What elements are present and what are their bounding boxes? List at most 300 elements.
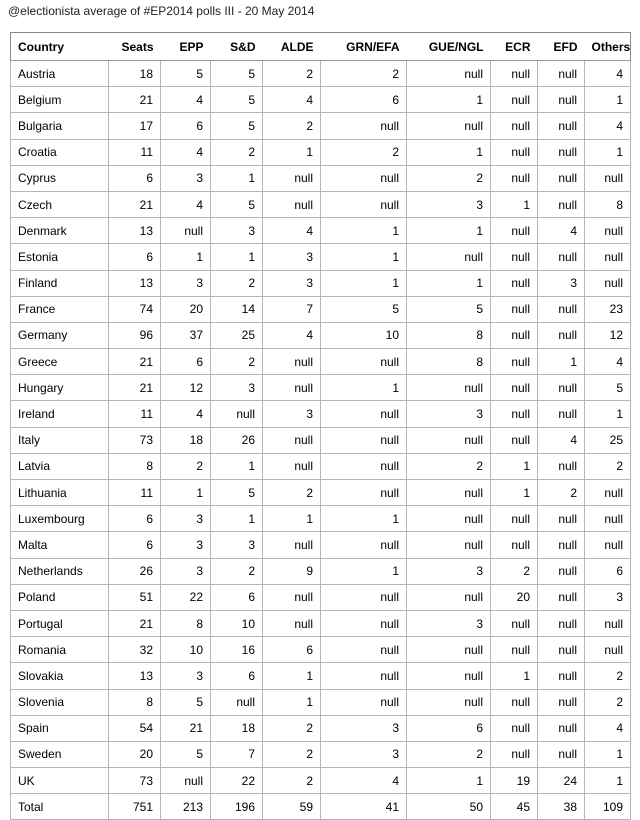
value-cell: null — [491, 375, 538, 401]
value-cell: 5 — [211, 61, 263, 87]
country-cell: Total — [11, 794, 109, 820]
table-row — [11, 375, 631, 401]
value-cell: 37 — [161, 322, 211, 348]
value-cell: null — [585, 165, 631, 191]
value-cell: 5 — [321, 296, 407, 322]
value-cell: 3 — [161, 506, 211, 532]
value-cell: 2 — [263, 113, 321, 139]
value-cell: 51 — [109, 584, 161, 610]
value-cell: 1 — [491, 191, 538, 217]
value-cell: 3 — [161, 270, 211, 296]
country-cell: Finland — [11, 270, 109, 296]
value-cell: 2 — [161, 453, 211, 479]
value-cell: 2 — [211, 270, 263, 296]
value-cell: 13 — [109, 218, 161, 244]
value-cell: 22 — [161, 584, 211, 610]
value-cell: 21 — [109, 349, 161, 375]
value-cell: null — [491, 87, 538, 113]
value-cell: null — [321, 453, 407, 479]
column-header: Country — [11, 33, 109, 61]
value-cell: 2 — [321, 139, 407, 165]
value-cell: null — [538, 401, 585, 427]
table-row — [11, 270, 631, 296]
value-cell: 10 — [321, 322, 407, 348]
value-cell: null — [538, 322, 585, 348]
value-cell: null — [585, 270, 631, 296]
value-cell: null — [321, 191, 407, 217]
value-cell: null — [321, 663, 407, 689]
table-row — [11, 139, 631, 165]
value-cell: null — [538, 191, 585, 217]
country-cell: France — [11, 296, 109, 322]
country-cell: Austria — [11, 61, 109, 87]
value-cell: null — [321, 427, 407, 453]
value-cell: 3 — [407, 610, 491, 636]
value-cell: 74 — [109, 296, 161, 322]
table-row — [11, 61, 631, 87]
value-cell: 6 — [211, 584, 263, 610]
value-cell: 1 — [407, 768, 491, 794]
table-row — [11, 322, 631, 348]
value-cell: 18 — [161, 427, 211, 453]
value-cell: 26 — [211, 427, 263, 453]
value-cell: 1 — [585, 87, 631, 113]
value-cell: 5 — [161, 61, 211, 87]
value-cell: null — [161, 768, 211, 794]
table-row — [11, 244, 631, 270]
value-cell: 4 — [538, 427, 585, 453]
value-cell: null — [585, 480, 631, 506]
value-cell: 6 — [109, 165, 161, 191]
value-cell: 6 — [211, 663, 263, 689]
value-cell: null — [491, 61, 538, 87]
value-cell: null — [491, 506, 538, 532]
value-cell: null — [585, 532, 631, 558]
value-cell: null — [491, 296, 538, 322]
value-cell: 20 — [109, 741, 161, 767]
value-cell: 4 — [538, 218, 585, 244]
value-cell: 2 — [211, 139, 263, 165]
value-cell: 1 — [538, 349, 585, 375]
table-row — [11, 87, 631, 113]
table-row — [11, 663, 631, 689]
value-cell: 2 — [491, 558, 538, 584]
value-cell: 2 — [407, 741, 491, 767]
table-row — [11, 558, 631, 584]
country-cell: UK — [11, 768, 109, 794]
country-cell: Poland — [11, 584, 109, 610]
value-cell: 1 — [321, 218, 407, 244]
country-cell: Germany — [11, 322, 109, 348]
value-cell: 11 — [109, 480, 161, 506]
country-cell: Cyprus — [11, 165, 109, 191]
value-cell: 25 — [211, 322, 263, 348]
value-cell: null — [263, 610, 321, 636]
value-cell: 751 — [109, 794, 161, 820]
table-row — [11, 768, 631, 794]
country-cell: Lithuania — [11, 480, 109, 506]
value-cell: 4 — [263, 322, 321, 348]
value-cell: null — [321, 689, 407, 715]
table-row — [11, 532, 631, 558]
value-cell: 1 — [585, 741, 631, 767]
value-cell: 3 — [407, 558, 491, 584]
value-cell: null — [491, 401, 538, 427]
value-cell: null — [538, 689, 585, 715]
value-cell: null — [538, 139, 585, 165]
table-row — [11, 113, 631, 139]
value-cell: null — [321, 401, 407, 427]
value-cell: 1 — [407, 270, 491, 296]
value-cell: null — [211, 401, 263, 427]
value-cell: null — [321, 532, 407, 558]
value-cell: 24 — [538, 768, 585, 794]
value-cell: null — [491, 244, 538, 270]
value-cell: null — [538, 165, 585, 191]
table-row — [11, 296, 631, 322]
value-cell: 8 — [407, 322, 491, 348]
value-cell: null — [211, 689, 263, 715]
value-cell: 1 — [321, 506, 407, 532]
value-cell: 2 — [585, 453, 631, 479]
value-cell: null — [491, 349, 538, 375]
value-cell: 13 — [109, 270, 161, 296]
value-cell: null — [491, 165, 538, 191]
value-cell: 8 — [161, 610, 211, 636]
value-cell: 21 — [109, 610, 161, 636]
table-body — [11, 61, 631, 820]
value-cell: null — [321, 584, 407, 610]
value-cell: null — [263, 375, 321, 401]
value-cell: 1 — [321, 270, 407, 296]
value-cell: 4 — [263, 87, 321, 113]
value-cell: 1 — [161, 480, 211, 506]
column-header: Seats — [109, 33, 161, 61]
value-cell: 1 — [321, 558, 407, 584]
value-cell: 2 — [263, 768, 321, 794]
value-cell: 2 — [211, 558, 263, 584]
value-cell: null — [407, 113, 491, 139]
value-cell: 32 — [109, 637, 161, 663]
value-cell: null — [407, 689, 491, 715]
value-cell: 22 — [211, 768, 263, 794]
value-cell: null — [491, 741, 538, 767]
value-cell: 2 — [407, 453, 491, 479]
country-cell: Portugal — [11, 610, 109, 636]
value-cell: 3 — [407, 401, 491, 427]
table-row — [11, 349, 631, 375]
value-cell: 1 — [263, 689, 321, 715]
value-cell: 3 — [321, 715, 407, 741]
value-cell: 6 — [109, 244, 161, 270]
value-cell: 3 — [161, 165, 211, 191]
country-cell: Ireland — [11, 401, 109, 427]
value-cell: null — [263, 165, 321, 191]
value-cell: 1 — [407, 218, 491, 244]
value-cell: null — [491, 218, 538, 244]
country-cell: Denmark — [11, 218, 109, 244]
value-cell: 45 — [491, 794, 538, 820]
value-cell: 6 — [585, 558, 631, 584]
country-cell: Romania — [11, 637, 109, 663]
table-row — [11, 218, 631, 244]
table-row — [11, 506, 631, 532]
table-row — [11, 165, 631, 191]
value-cell: null — [585, 218, 631, 244]
value-cell: 1 — [585, 139, 631, 165]
value-cell: 1 — [407, 87, 491, 113]
value-cell: null — [407, 480, 491, 506]
value-cell: 18 — [109, 61, 161, 87]
value-cell: null — [538, 375, 585, 401]
value-cell: 3 — [321, 741, 407, 767]
value-cell: 4 — [585, 113, 631, 139]
value-cell: 3 — [211, 375, 263, 401]
value-cell: 6 — [321, 87, 407, 113]
country-cell: Malta — [11, 532, 109, 558]
value-cell: 2 — [263, 61, 321, 87]
value-cell: 21 — [161, 715, 211, 741]
value-cell: 21 — [109, 191, 161, 217]
poll-table — [10, 32, 631, 820]
value-cell: 2 — [211, 349, 263, 375]
value-cell: 10 — [211, 610, 263, 636]
value-cell: 3 — [211, 532, 263, 558]
value-cell: 2 — [538, 480, 585, 506]
value-cell: 6 — [263, 637, 321, 663]
value-cell: 21 — [109, 375, 161, 401]
column-header: EFD — [538, 33, 585, 61]
value-cell: 5 — [161, 741, 211, 767]
value-cell: 2 — [263, 741, 321, 767]
country-cell: Netherlands — [11, 558, 109, 584]
country-cell: Sweden — [11, 741, 109, 767]
value-cell: 3 — [407, 191, 491, 217]
value-cell: 2 — [585, 689, 631, 715]
table-container — [10, 32, 630, 820]
value-cell: 1 — [491, 453, 538, 479]
column-header: ALDE — [263, 33, 321, 61]
total-row — [11, 794, 631, 820]
value-cell: 3 — [161, 532, 211, 558]
country-cell: Belgium — [11, 87, 109, 113]
value-cell: null — [407, 637, 491, 663]
table-row — [11, 401, 631, 427]
value-cell: 5 — [161, 689, 211, 715]
value-cell: null — [321, 165, 407, 191]
value-cell: null — [538, 506, 585, 532]
value-cell: null — [263, 584, 321, 610]
column-header: EPP — [161, 33, 211, 61]
value-cell: 19 — [491, 768, 538, 794]
value-cell: 2 — [585, 663, 631, 689]
table-row — [11, 689, 631, 715]
table-row — [11, 191, 631, 217]
value-cell: 6 — [407, 715, 491, 741]
value-cell: 4 — [161, 87, 211, 113]
value-cell: 3 — [211, 218, 263, 244]
value-cell: 1 — [211, 244, 263, 270]
value-cell: 8 — [109, 689, 161, 715]
value-cell: 109 — [585, 794, 631, 820]
column-header: ECR — [491, 33, 538, 61]
value-cell: 4 — [585, 349, 631, 375]
value-cell: 12 — [161, 375, 211, 401]
table-row — [11, 610, 631, 636]
value-cell: null — [538, 558, 585, 584]
value-cell: 5 — [211, 480, 263, 506]
table-row — [11, 427, 631, 453]
country-cell: Luxembourg — [11, 506, 109, 532]
value-cell: null — [161, 218, 211, 244]
country-cell: Estonia — [11, 244, 109, 270]
value-cell: 6 — [161, 113, 211, 139]
value-cell: 3 — [263, 270, 321, 296]
value-cell: null — [263, 532, 321, 558]
value-cell: null — [585, 637, 631, 663]
value-cell: null — [407, 532, 491, 558]
value-cell: null — [538, 296, 585, 322]
value-cell: 41 — [321, 794, 407, 820]
value-cell: 11 — [109, 401, 161, 427]
value-cell: 8 — [585, 191, 631, 217]
value-cell: 21 — [109, 87, 161, 113]
value-cell: 5 — [211, 113, 263, 139]
value-cell: 4 — [263, 218, 321, 244]
value-cell: 2 — [263, 480, 321, 506]
value-cell: 1 — [211, 506, 263, 532]
country-cell: Spain — [11, 715, 109, 741]
country-cell: Greece — [11, 349, 109, 375]
value-cell: 8 — [109, 453, 161, 479]
value-cell: null — [321, 113, 407, 139]
value-cell: 9 — [263, 558, 321, 584]
value-cell: 10 — [161, 637, 211, 663]
value-cell: 1 — [161, 244, 211, 270]
value-cell: 3 — [161, 663, 211, 689]
header-row — [11, 33, 631, 61]
value-cell: 6 — [109, 532, 161, 558]
value-cell: null — [538, 244, 585, 270]
value-cell: 3 — [161, 558, 211, 584]
value-cell: 2 — [407, 165, 491, 191]
value-cell: null — [407, 427, 491, 453]
country-cell: Latvia — [11, 453, 109, 479]
value-cell: null — [585, 506, 631, 532]
value-cell: null — [538, 715, 585, 741]
value-cell: 2 — [263, 715, 321, 741]
country-cell: Slovakia — [11, 663, 109, 689]
value-cell: 5 — [211, 87, 263, 113]
value-cell: 8 — [407, 349, 491, 375]
value-cell: 6 — [109, 506, 161, 532]
value-cell: null — [538, 610, 585, 636]
value-cell: null — [491, 139, 538, 165]
value-cell: 11 — [109, 139, 161, 165]
value-cell: null — [263, 349, 321, 375]
value-cell: 1 — [321, 244, 407, 270]
value-cell: null — [538, 113, 585, 139]
value-cell: 4 — [585, 715, 631, 741]
country-cell: Bulgaria — [11, 113, 109, 139]
value-cell: null — [407, 663, 491, 689]
value-cell: null — [538, 584, 585, 610]
value-cell: 1 — [263, 506, 321, 532]
value-cell: 2 — [321, 61, 407, 87]
value-cell: 3 — [538, 270, 585, 296]
value-cell: null — [538, 87, 585, 113]
value-cell: 4 — [161, 401, 211, 427]
value-cell: 1 — [407, 139, 491, 165]
value-cell: 25 — [585, 427, 631, 453]
value-cell: null — [491, 689, 538, 715]
value-cell: 4 — [161, 139, 211, 165]
value-cell: null — [491, 270, 538, 296]
value-cell: null — [491, 322, 538, 348]
value-cell: 16 — [211, 637, 263, 663]
value-cell: 20 — [161, 296, 211, 322]
value-cell: null — [538, 663, 585, 689]
value-cell: null — [407, 506, 491, 532]
value-cell: 1 — [211, 165, 263, 191]
value-cell: null — [491, 532, 538, 558]
value-cell: null — [321, 480, 407, 506]
value-cell: 18 — [211, 715, 263, 741]
column-header: GUE/NGL — [407, 33, 491, 61]
value-cell: 96 — [109, 322, 161, 348]
table-row — [11, 715, 631, 741]
value-cell: 50 — [407, 794, 491, 820]
value-cell: null — [407, 244, 491, 270]
value-cell: 73 — [109, 427, 161, 453]
column-header: S&D — [211, 33, 263, 61]
value-cell: 59 — [263, 794, 321, 820]
value-cell: 1 — [585, 401, 631, 427]
country-cell: Czech — [11, 191, 109, 217]
country-cell: Croatia — [11, 139, 109, 165]
value-cell: null — [538, 453, 585, 479]
value-cell: 1 — [321, 375, 407, 401]
value-cell: 1 — [263, 663, 321, 689]
value-cell: 73 — [109, 768, 161, 794]
value-cell: 4 — [161, 191, 211, 217]
value-cell: 3 — [585, 584, 631, 610]
value-cell: null — [538, 637, 585, 663]
value-cell: null — [491, 427, 538, 453]
value-cell: 20 — [491, 584, 538, 610]
value-cell: null — [263, 427, 321, 453]
value-cell: null — [263, 191, 321, 217]
value-cell: 26 — [109, 558, 161, 584]
table-row — [11, 480, 631, 506]
value-cell: null — [585, 244, 631, 270]
value-cell: 1 — [491, 663, 538, 689]
value-cell: 5 — [211, 191, 263, 217]
value-cell: 23 — [585, 296, 631, 322]
value-cell: 54 — [109, 715, 161, 741]
table-row — [11, 741, 631, 767]
value-cell: null — [491, 715, 538, 741]
value-cell: 38 — [538, 794, 585, 820]
value-cell: 196 — [211, 794, 263, 820]
value-cell: null — [321, 637, 407, 663]
value-cell: null — [321, 349, 407, 375]
value-cell: null — [321, 610, 407, 636]
value-cell: 3 — [263, 401, 321, 427]
value-cell: 1 — [585, 768, 631, 794]
column-header: GRN/EFA — [321, 33, 407, 61]
value-cell: null — [263, 453, 321, 479]
